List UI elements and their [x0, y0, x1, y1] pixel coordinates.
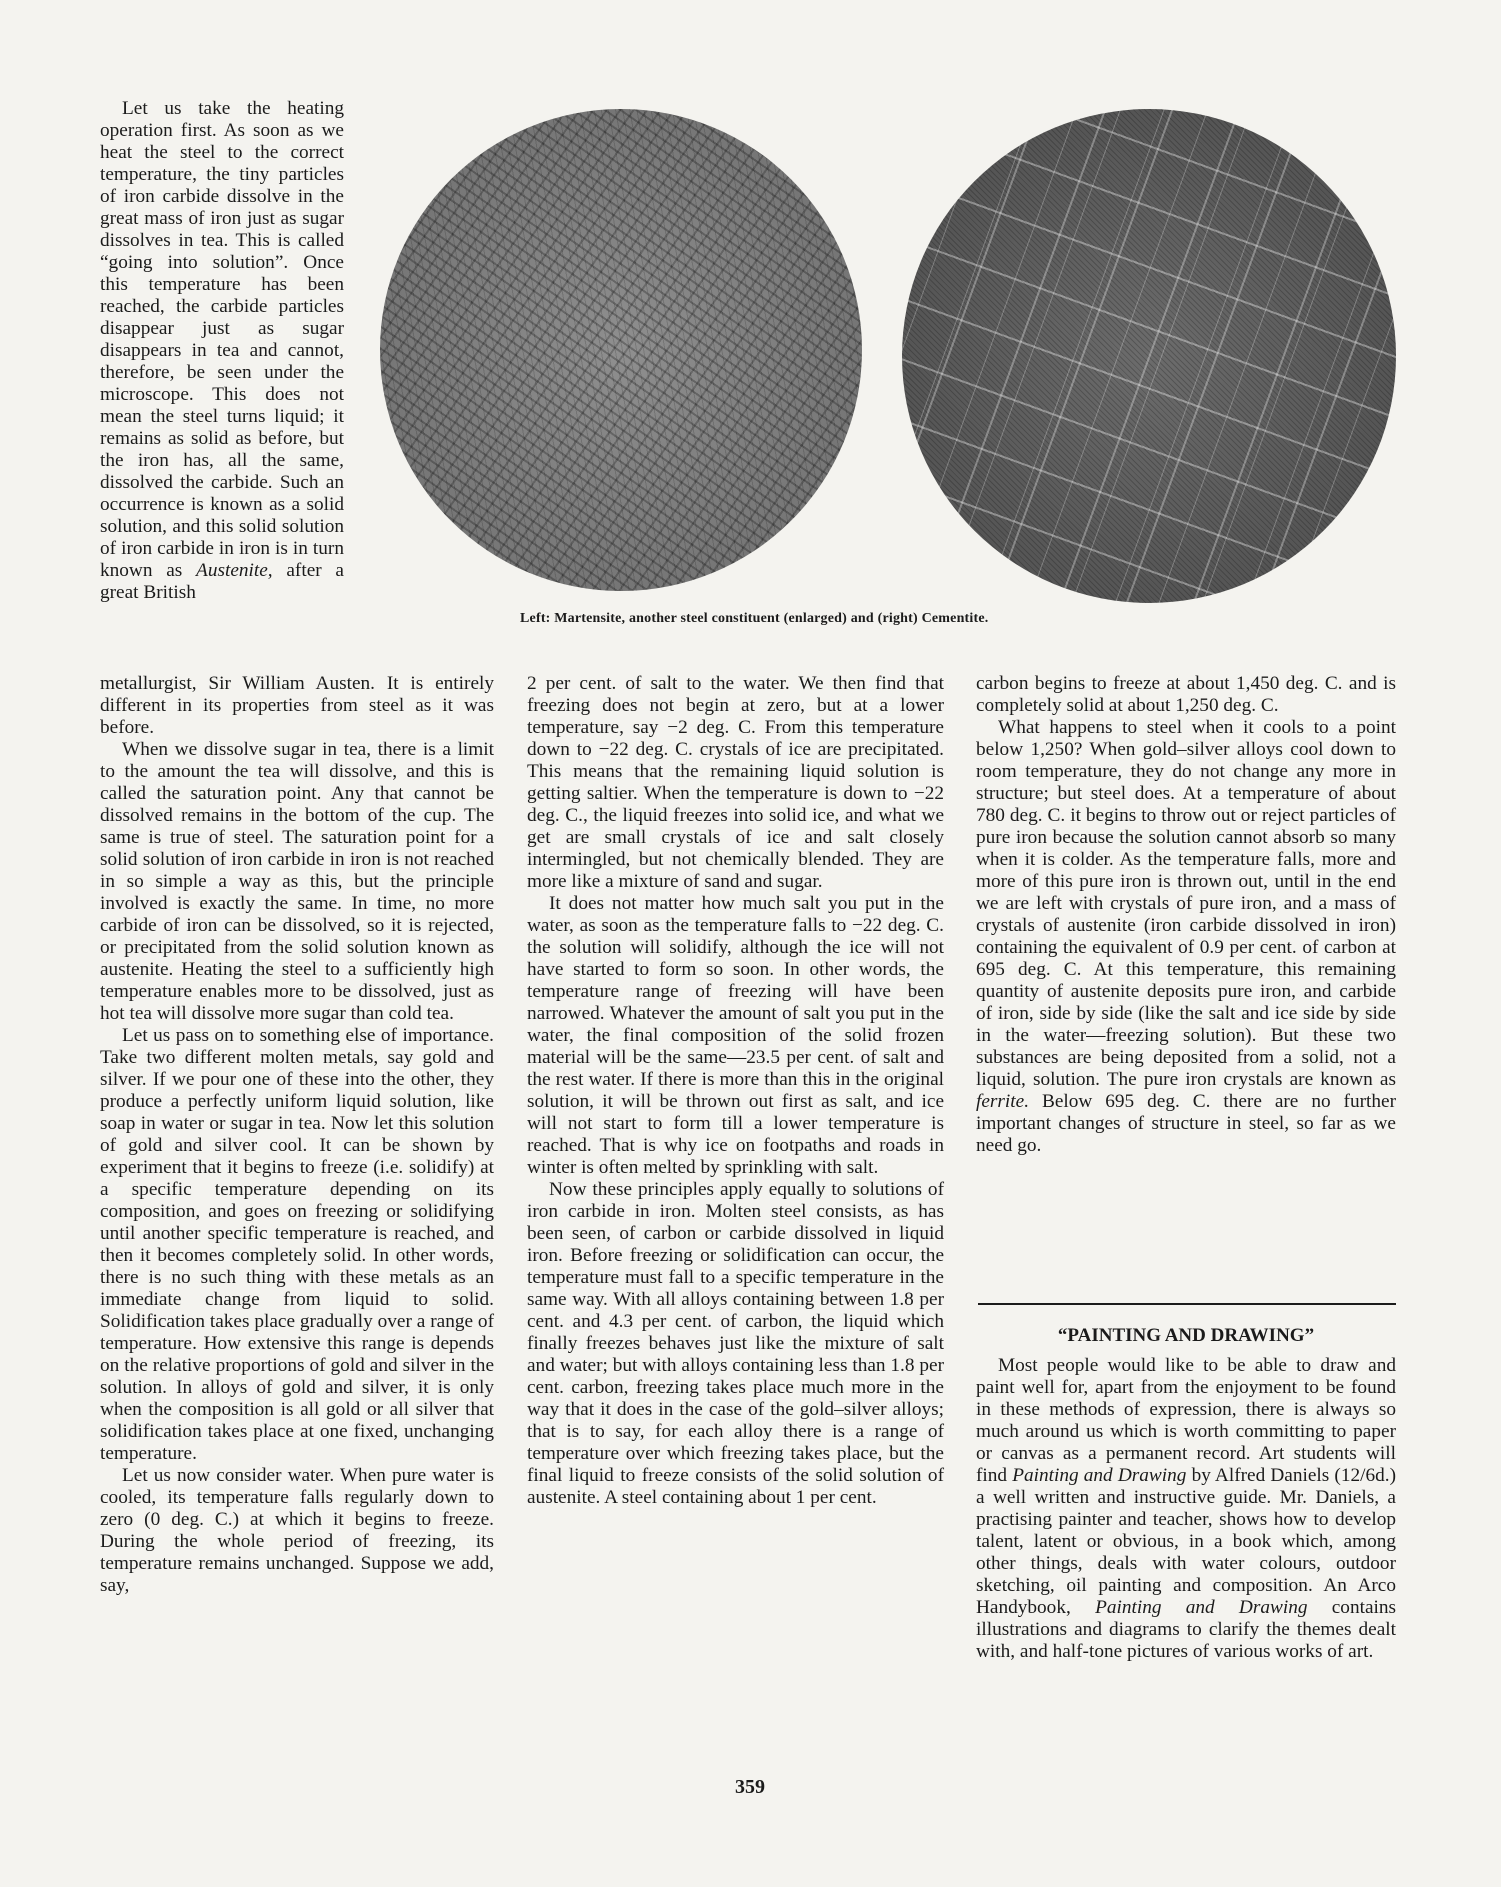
martensite-micrograph: [380, 109, 862, 591]
paragraph: Now these principles apply equally to solutions of iron carbide in iron. Molten steel consists, as has been seen, of carbon or carbide dissolved in liquid iron. Before freezing or solidification can occur, the temperature must fall to a specific temperature in the same way. With all alloys containing between 1.8 per cent. and 4.3 per cent. of carbon, the liquid which finally freezes behaves just like the mixture of salt and water; but with alloys containing less than 1.8 per cent. carbon, freezing takes place much more in the way that it does in the case of the gold–silver alloys; that is to say, for each alloy there is a range of temperature over which freezing takes place, but the final liquid to freeze consists of the solid solution of austenite. A steel containing about 1 per cent.: [527, 1179, 944, 1508]
left-column-top: [100, 98, 344, 604]
section-heading: “PAINTING AND DRAWING”: [1057, 1325, 1315, 1346]
paragraph: 2 per cent. of salt to the water. We then find that freezing does not begin at zero, but at a lower temperature, say −2 deg. C. From this temperature down to −22 deg. C. crystals of ice are precipitated. This means that the remaining liquid solution is getting saltier. When the temperature is down to −22 deg. C., the liquid freezes into solid ice, and what we get are small crystals of ice and salt closely intermingled, but not chemically blended. They are more like a mixture of sand and sugar.: [527, 673, 944, 892]
paragraph: Most people would like to be able to draw and paint well for, apart from the enjoyment to be found in these methods of expression, there is always so much around us which is worth committing to paper or canvas as a permanent record. Art students will find Painting and Drawing by Alfred Daniels (12/6d.) a well written and instructive guide. Mr. Daniels, a practising painter and teacher, shows how to develop talent, latent or obvious, in a book which, among other things, deals with water colours, outdoor sketching, oil painting and composition. An Arco Handybook, Painting and Drawing contains illustrations and diagrams to clarify the themes dealt with, and half-tone pictures of various works of art.: [976, 1355, 1397, 1662]
right-column: [976, 673, 1396, 1157]
paragraph: Let us now consider water. When pure water is cooled, its temperature falls regularly down to zero (0 deg. C.) at which it begins to freeze. During the whole period of freezing, its temperature remains unchanged. Suppose we add, say,: [100, 1465, 494, 1596]
middle-column: [527, 673, 944, 1509]
paragraph: What happens to steel when it cools to a point below 1,250? When gold–silver alloys cool down to room temperature, they do not change any more in structure; but steel does. At a temperature of about 780 deg. C. it begins to throw out or reject particles of pure iron because the solution cannot absorb so many when it is colder. As the temperature falls, more and more of this pure iron is thrown out, until in the end we are left with crystals of pure iron, and a mass of crystals of austenite (iron carbide dissolved in iron) containing the equivalent of 0.9 per cent. of carbon at 695 deg. C. At this temperature, this remaining quantity of austenite deposits pure iron, and carbide of iron, side by side (like the salt and ice side by side in the water—freezing solution). But these two substances are being deposited from a solid, not a liquid, solution. The pure iron crystals are known as ferrite. Below 695 deg. C. there are no further important changes of structure in steel, so far as we need go.: [976, 717, 1396, 1156]
paragraph: Let us take the heating operation first. As soon as we heat the steel to the correct temperature, the tiny particles of iron carbide dissolve in the great mass of iron just as sugar dissolves in tea. This is called “going into solution”. Once this temperature has been reached, the carbide particles disappear just as sugar disappears in tea and cannot, therefore, be seen under the microscope. This does not mean the steel turns liquid; it remains as solid as before, but the iron has, all the same, dissolved the carbide. Such an occurrence is known as a solid solution, and this solid solution of iron carbide in iron is in turn known as Austenite, after a great British: [100, 98, 344, 603]
paragraph: When we dissolve sugar in tea, there is a limit to the amount the tea will dissolve, and this is called the saturation point. Any that cannot be dissolved remains in the bottom of the cup. The same is true of steel. The saturation point for a solid solution of iron carbide in iron is not reached in so simple a way as this, but the principle involved is exactly the same. In time, no more carbide of iron can be dissolved, so it is rejected, or precipitated from the solid solution known as austenite. Heating the steel to a sufficiently high temperature enables more to be dissolved, just as hot tea will dissolve more sugar than cold tea.: [100, 739, 494, 1024]
paragraph: It does not matter how much salt you put in the water, as soon as the temperature falls to −22 deg. C. the solution will solidify, although the ice will not have started to form so soon. In other words, the temperature range of freezing will have been narrowed. Whatever the amount of salt you put in the water, the final composition of the solid frozen material will be the same—23.5 per cent. of salt and the rest water. If there is more than this in the original solution, it will be thrown out first as salt, and ice will not start to form till a lower temperature is reached. That is why ice on footpaths and roads in winter is often melted by sprinkling with salt.: [527, 893, 944, 1178]
micrograph-figure: [380, 96, 1400, 640]
painting-drawing-review: [976, 1355, 1396, 1663]
page-number: 359: [735, 1776, 765, 1798]
paragraph: Let us pass on to something else of importance. Take two different molten metals, say gold and silver. If we pour one of these into the other, they produce a perfectly uniform liquid solution, like soap in water or sugar in tea. Now let this solution of gold and silver cool. It can be shown by experiment that it begins to freeze (i.e. solidify) at a specific temperature depending on its composition, and goes on freezing or solidifying until another specific temperature is reached, and then it becomes completely solid. In other words, there is no such thing with these metals as an immediate change from liquid to solid. Solidification takes place gradually over a range of temperature. How extensive this range is depends on the relative proportions of gold and silver in the solution. In alloys of gold and silver, it is only when the composition is all gold or all silver that solidification takes place at one fixed, unchanging temperature.: [100, 1025, 494, 1464]
paragraph: carbon begins to freeze at about 1,450 deg. C. and is completely solid at about 1,250 deg. C.: [976, 673, 1396, 716]
cementite-micrograph: [902, 109, 1396, 603]
figure-caption: Left: Martensite, another steel constituent (enlarged) and (right) Cementite.: [520, 611, 989, 626]
left-column: [100, 673, 494, 1597]
section-divider: [978, 1303, 1396, 1305]
paragraph: metallurgist, Sir William Austen. It is entirely different in its properties from steel as it was before.: [100, 673, 494, 738]
